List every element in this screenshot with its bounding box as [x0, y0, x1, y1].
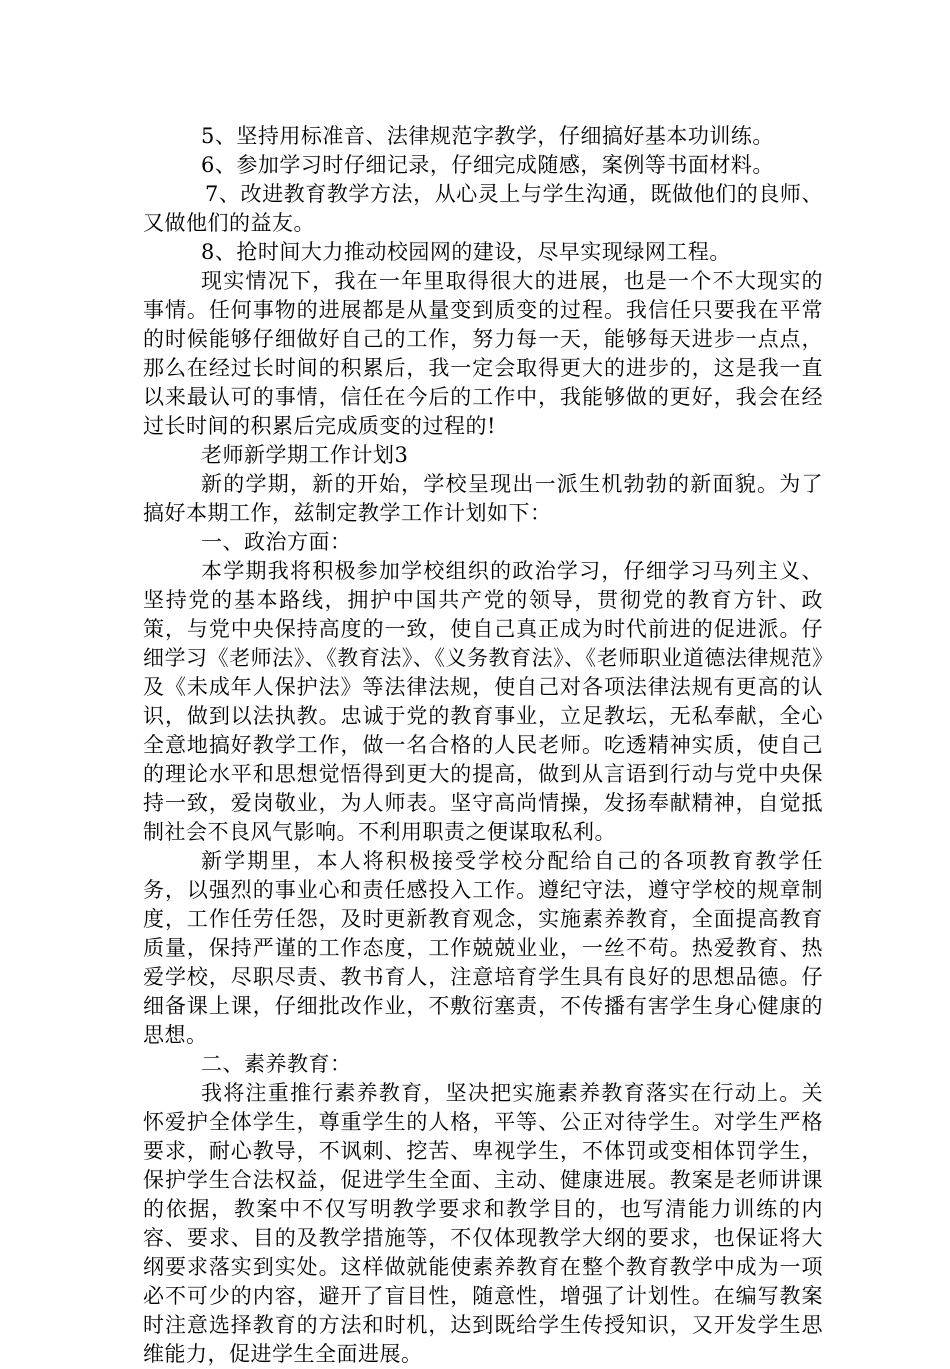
- section-heading: 一、政治方面：: [201, 530, 352, 554]
- section-heading: 二、素养教育：: [201, 1052, 352, 1076]
- list-item-7: 7、改进教育教学方法，从心灵上与学生沟通，既做他们的良师、又做他们的益友。: [143, 182, 823, 235]
- body-paragraph: 现实情况下，我在一年里取得很大的进展，也是一个不大现实的事情。任何事物的进展都是从量变到质变的过程。我信任只要我在平常的时候能够仔细做好自己的工作，努力每一天，能够每天进步一点点，那么在经过长时间的积累后，我一定会取得更大的进步的，这是我一直以来最认可的事情，信任在今后的工作中，我能够做的更好，我会在经过长时间的积累后完成质变的过程的!: [143, 269, 823, 438]
- body-paragraph: 我将注重推行素养教育，坚决把实施素养教育落实在行动上。关怀爱护全体学生，尊重学生的人格，平等、公正对待学生。对学生严格要求，耐心教导，不讽刺、挖苦、卑视学生，不体罚或变相体罚学生，保护学生合法权益，促进学生全面、主动、健康进展。教案是老师讲课的依据，教案中不仅写明教学要求和教学目的，也写清能力训练的内容、要求、目的及教学措施等，不仅体现教学大纲的要求，也保证将大纲要求落实到实处。这样做就能使素养教育在整个教育教学中成为一项必不可少的内容，避开了盲目性，随意性，增强了计划性。在编写教案时注意选择教育的方法和时机，达到既给学生传授知识，又开发学生思维能力，促进学生全面进展。: [143, 1081, 823, 1366]
- body-paragraph: 新学期里，本人将积极接受学校分配给自己的各项教育教学任务，以强烈的事业心和责任感投入工作。遵纪守法，遵守学校的规章制度，工作任劳任怨，及时更新教育观念，实施素养教育，全面提高教育质量，保持严谨的工作态度，工作兢兢业业，一丝不苟。热爱教育、热爱学校，尽职尽责、教书育人，注意培育学生具有良好的思想品德。仔细备课上课，仔细批改作业，不敷衍塞责，不传播有害学生身心健康的思想。: [143, 849, 823, 1047]
- list-item-6: 6、参加学习时仔细记录，仔细完成随感，案例等书面材料。: [201, 153, 774, 177]
- body-paragraph: 新的学期，新的开始，学校呈现出一派生机勃勃的新面貌。为了搞好本期工作，兹制定教学工作计划如下：: [143, 472, 823, 525]
- list-item-8: 8、抢时间大力推动校园网的建设，尽早实现绿网工程。: [201, 240, 731, 264]
- section-title: 老师新学期工作计划3: [201, 443, 409, 467]
- list-item-5: 5、坚持用标准音、法律规范字教学，仔细搞好基本功训练。: [201, 124, 774, 148]
- document-body: [143, 122, 823, 1369]
- body-paragraph: 本学期我将积极参加学校组织的政治学习，仔细学习马列主义、坚持党的基本路线，拥护中国共产党的领导，贯彻党的教育方针、政策，与党中央保持高度的一致，使自己真正成为时代前进的促进派。仔细学习《老师法》、《教育法》、《义务教育法》、《老师职业道德法律规范》及《未成年人保护法》等法律法规，使自己对各项法律法规有更高的认识，做到以法执教。忠诚于党的教育事业，立足教坛，无私奉献，全心全意地搞好教学工作，做一名合格的人民老师。吃透精神实质，使自己的理论水平和思想觉悟得到更大的提高，做到从言语到行动与党中央保持一致，爱岗敬业，为人师表。坚守高尚情操，发扬奉献精神，自觉抵制社会不良风气影响。不利用职责之便谋取私利。: [143, 559, 823, 844]
